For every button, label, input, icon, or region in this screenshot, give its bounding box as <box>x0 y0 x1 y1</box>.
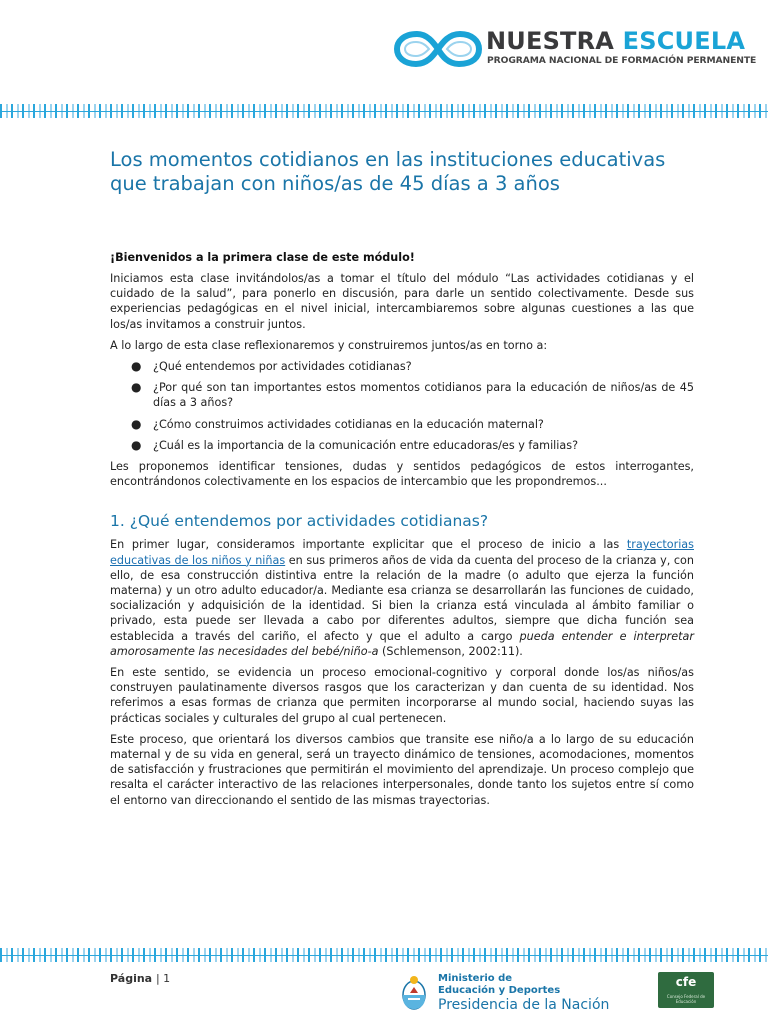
s1p1-citation: (Schlemenson, 2002:11). <box>378 644 523 658</box>
bottom-stripe-line <box>0 955 768 956</box>
page-number-value: | 1 <box>155 972 171 985</box>
page-label: Página <box>110 972 153 985</box>
s1p1-text-before: En primer lugar, consideramos importante explicitar que el proceso de inicio a las <box>110 538 627 552</box>
question-text: ¿Por qué son tan importantes estos momentos cotidianos para la educación de niños/as de 45 días a 3 años? <box>153 381 694 410</box>
proposal-paragraph: Les proponemos identificar tensiones, dudas y sentidos pedagógicos de estos interrogantes, encontrándonos colectivamente en los espacios de intercambio que les propondremos... <box>110 460 694 489</box>
ministry-logo <box>400 972 640 1016</box>
bullet-icon: ● <box>131 380 142 395</box>
section-1-paragraph-1 <box>110 537 694 659</box>
logo-title <box>486 27 745 55</box>
bullet-icon: ● <box>131 359 142 374</box>
section-1-heading: 1. ¿Qué entendemos por actividades cotidianas? <box>110 512 489 531</box>
welcome-heading: ¡Bienvenidos a la primera clase de este módulo! <box>110 251 415 264</box>
cfe-subtitle: Consejo Federal de Educación <box>666 994 706 1004</box>
question-text: ¿Cómo construimos actividades cotidianas en la educación maternal? <box>153 417 544 431</box>
s1p1-italic-quote: pueda entender e interpretar amorosamente las necesidades del bebé/niño-a <box>110 629 694 658</box>
top-stripe-line <box>0 111 768 112</box>
list-item <box>131 380 694 410</box>
bullet-icon: ● <box>131 437 142 452</box>
logo-word-nuestra: NUESTRA <box>486 27 615 55</box>
ministry-line-2: Educación y Deportes <box>438 985 561 996</box>
trayectorias-link[interactable]: trayectorias educativas de los niños y niñas <box>110 538 694 567</box>
section-1-paragraph-3: Este proceso, que orientará los diversos cambios que transite ese niño/a a lo largo de su educación maternal y de su vida en general, será un trayecto dinámico de tensiones, acomodaciones, momentos de satisfacción y frustraciones que permitirán el movimiento del aprendizaje. Un proceso complejo que resalta el carácter interactivo de las relaciones interpersonales, donde tanto los sujetos entre sí como el entorno van direccionando el sentido de las mismas trayectorias. <box>110 732 694 807</box>
intro-paragraph: Iniciamos esta clase invitándolos/as a tomar el título del módulo “Las actividades cotidianas y el cuidado de la salud”, para ponerlo en discusión, para darle un sentido colectivamente. Desde sus experiencias pedagógicas en el nivel inicial, intercambiaremos sobre algunas cuestiones a las que los/as invitamos a construir juntos. <box>110 272 694 331</box>
argentina-shield-icon <box>400 974 428 1012</box>
questions-list <box>110 359 694 453</box>
section-1-paragraph-2: En este sentido, se evidencia un proceso emocional-cognitivo y corporal donde los/as niños/as construyen paulatinamente diversos rasgos que los caracterizan y dan cuenta de su identidad. Nos referimos a esas formas de crianza que permiten incorporarse al mundo social, haciendo suyas las prácticas sociales y culturales del grupo al cual pertenecen. <box>110 666 694 725</box>
ministry-line-3: Presidencia de la Nación <box>438 997 610 1013</box>
logo-subtitle: PROGRAMA NACIONAL DE FORMACIÓN PERMANENTE <box>487 55 757 66</box>
s1p1-text-middle: en sus primeros años de vida da cuenta del proceso de la crianza y, con ello, de esa construcción distintiva entre la relación de la madre (o adulto que ejerza la función materna) y un otro adulto educador/a. Mediante esa crianza se desarrollarán las funciones de cuidado, socialización y adquisición de la identidad. Si bien la crianza está vinculada al ámbito familiar o privado, esta puede ser llevada a cabo por diferentes adultos, siempre que dicha función sea establecida a través del cariño, el afecto y que el adulto a cargo <box>110 553 694 643</box>
nuestra-escuela-logo <box>393 24 757 74</box>
cfe-label: cfe <box>675 975 697 989</box>
cfe-logo <box>658 972 714 1008</box>
list-item <box>131 437 694 453</box>
ministry-line-1: Ministerio de <box>438 973 513 984</box>
bullet-icon: ● <box>131 416 142 431</box>
page-number <box>110 972 170 985</box>
infinity-icon <box>393 26 483 72</box>
question-text: ¿Qué entendemos por actividades cotidianas? <box>153 360 412 374</box>
lead-paragraph: A lo largo de esta clase reflexionaremos y construiremos juntos/as en torno a: <box>110 338 548 352</box>
logo-word-escuela: ESCUELA <box>622 27 746 55</box>
list-item <box>131 359 694 374</box>
list-item <box>131 416 694 432</box>
document-body <box>110 148 694 808</box>
document-title: Los momentos cotidianos en las instituciones educativas que trabajan con niños/as de 45 días a 3 años <box>110 148 666 195</box>
question-text: ¿Cuál es la importancia de la comunicación entre educadoras/es y familias? <box>153 438 579 452</box>
